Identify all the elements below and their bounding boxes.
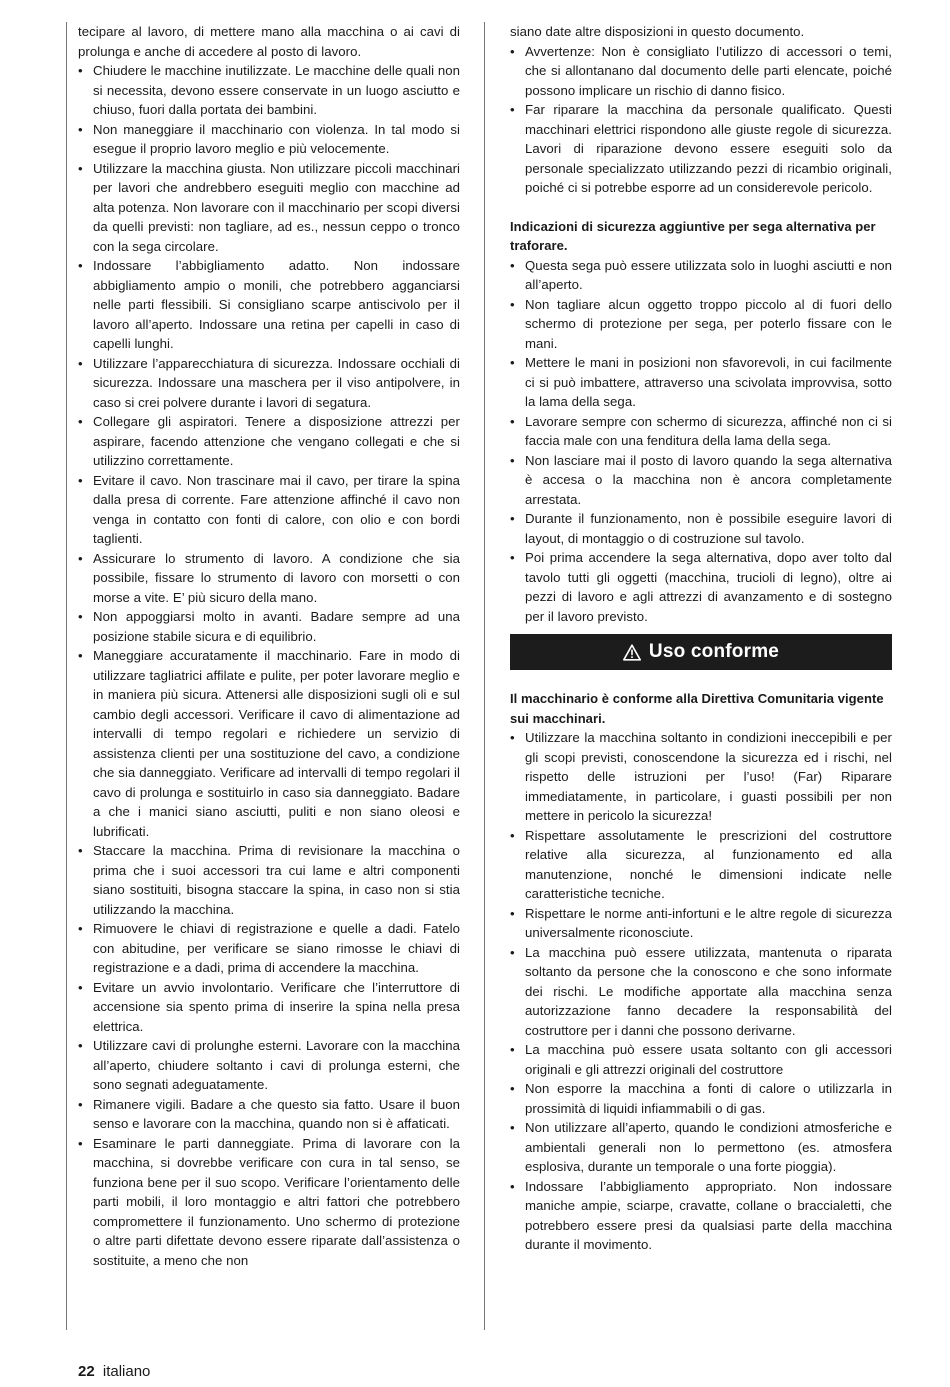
list-item: • Poi prima accendere la sega alternativa, dopo aver tolto dal tavolo tutti gli oggetti (macchina, trucioli di legno), oltre ai pezzi di lavoro e agli attrezzi di avanzamento e di sostegno per il lavoro previsto. (510, 548, 892, 626)
list-item: • Non esporre la macchina a fonti di calore o utilizzarla in prossimità di liquidi infiammabili o di gas. (510, 1079, 892, 1118)
list-item: • Non maneggiare il macchinario con violenza. In tal modo si esegue il proprio lavoro meglio e più velocemente. (78, 120, 460, 159)
list-item: • Rispettare le norme anti-infortuni e le altre regole di sicurezza universalmente riconosciute. (510, 904, 892, 943)
list-item: • Non utilizzare all’aperto, quando le condizioni atmosferiche e ambientali generali non lo permettono (es. atmosfera esplosiva, durante un temporale o una forte pioggia). (510, 1118, 892, 1177)
conformity-list (510, 728, 892, 1255)
list-item: • Indossare l’abbigliamento appropriato. Non indossare maniche ampie, sciarpe, cravatte, collane o braccialetti, che potrebbero essere presi da qualsiasi parte della macchina durante il movimento. (510, 1177, 892, 1255)
page-footer (78, 1363, 150, 1381)
list-item: • Evitare il cavo. Non trascinare mai il cavo, per tirare la spina dalla presa di corrente. Fare attenzione affinché il cavo non venga in contatto con fonti di calore, con olio e con bordi taglienti. (78, 471, 460, 549)
list-item: • Maneggiare accuratamente il macchinario. Fare in modo di utilizzare tagliatrici affilate e pulite, per poter lavorare meglio e in maniera più sicura. Attenersi alle disposizioni sugli oli e sul cambio degli accessori. Verificare il cavo di alimentazione ad intervalli di tempo regolari e richiedere un servizio di assistenza clienti per una sostituzione del cavo, a condizione che sia danneggiato. Verificare ad intervalli di tempo regolari il cavo di prolunga e sostituirlo in caso sia danneggiato. Badare a che i manici siano asciutti, puliti e non siano oleosi e lubrificati. (78, 646, 460, 841)
list-item: • Collegare gli aspiratori. Tenere a disposizione attrezzi per aspirare, facendo attenzione che vengano collegati e che si utilizzino correttamente. (78, 412, 460, 471)
list-item: • Non appoggiarsi molto in avanti. Badare sempre ad una posizione stabile sicura e di equilibrio. (78, 607, 460, 646)
safety-list (78, 61, 460, 1270)
list-item: • Utilizzare la macchina giusta. Non utilizzare piccoli macchinari per lavori che andrebbero eseguiti meglio con macchine ad alta potenza. Non lavorare con il macchinario per scopi diversi da quelli previsti: non tagliare, ad es., nessun ceppo o tronco con la sega circolare. (78, 159, 460, 257)
page-number: 22 (78, 1363, 95, 1380)
list-item: • Avvertenze: Non è consigliato l’utilizzo di accessori o temi, che si allontanano dal documento delle parti elencate, poiché possono implicare un rischio di danno fisico. (510, 42, 892, 101)
continued-paragraph: siano date altre disposizioni in questo documento. (510, 24, 805, 39)
right-column (510, 22, 892, 1255)
list-item: • Utilizzare l’apparecchiatura di sicurezza. Indossare occhiali di sicurezza. Indossare una maschera per il viso antipolvere, in caso si crei polvere durante i lavori di segatura. (78, 354, 460, 413)
list-item: • Chiudere le macchine inutilizzate. Le macchine delle quali non si necessita, devono essere conservate in un luogo asciutto e chiuso, fuori dalla portata dei bambini. (78, 61, 460, 120)
list-item: • La macchina può essere usata soltanto con gli accessori originali e gli attrezzi originali del costruttore (510, 1040, 892, 1079)
safety-list-continued (510, 42, 892, 198)
saw-safety-list (510, 256, 892, 627)
list-item: • Rispettare assolutamente le prescrizioni del costruttore relative alla sicurezza, al funzionamento ed alla manutenzione, nonché le dimensioni indicate nelle caratteristiche tecniche. (510, 826, 892, 904)
saw-safety-heading: Indicazioni di sicurezza aggiuntive per sega alternativa per traforare. (510, 218, 876, 253)
list-item: • Esaminare le parti danneggiate. Prima di lavorare con la macchina, si dovrebbe verificare con cura in tal senso, se funziona bene per il suo scopo. Verificare l’orientamento delle parti mobili, il loro montaggio e altri fattori che potrebbero compromettere il funzionamento. Uno schermo di protezione o altre parti difettate devono essere riparate dall’assistenza o sostituite, a meno che non (78, 1134, 460, 1271)
list-item: • Non tagliare alcun oggetto troppo piccolo al di fuori dello schermo di protezione per sega, per poterlo fissare con le mani. (510, 295, 892, 354)
list-item: • Assicurare lo strumento di lavoro. A condizione che sia possibile, fissare lo strumento di lavoro con morsetti o con morse a vite. E’ più sicuro della mano. (78, 549, 460, 608)
list-item: • La macchina può essere utilizzata, mantenuta o riparata soltanto da persone che la conoscono e che sono informate dei rischi. Le modifiche apportate alla macchina senza autorizzazione fanno decadere la responsabilità del costruttore per i danni che possono derivarne. (510, 943, 892, 1041)
list-item: • Indossare l’abbigliamento adatto. Non indossare abbigliamento ampio o monili, che potrebbero agganciarsi nelle parti flessibili. Si consigliano scarpe antiscivolo per il lavoro all’aperto. Indossare una retina per capelli in caso di capelli lunghi. (78, 256, 460, 354)
list-item: • Non lasciare mai il posto di lavoro quando la sega alternativa è accesa o la macchina non è ancora completamente arrestata. (510, 451, 892, 510)
list-item: • Lavorare sempre con schermo di sicurezza, affinché non ci si faccia male con una fenditura della lama della sega. (510, 412, 892, 451)
left-margin-rule (66, 22, 67, 1330)
list-item: • Utilizzare cavi di prolunghe esterni. Lavorare con la macchina all’aperto, chiudere soltanto i cavi di prolunga esterni, che sono segnati adeguatamente. (78, 1036, 460, 1095)
section-title: Uso conforme (648, 641, 780, 663)
section-header-uso-conforme (510, 634, 892, 670)
list-item: • Questa sega può essere utilizzata solo in luoghi asciutti e non all’aperto. (510, 256, 892, 295)
list-item: • Rimuovere le chiavi di registrazione e quelle a dadi. Fatelo con abitudine, per verificare se siano rimosse le chiavi di registrazione e a dadi, prima di accendere la macchina. (78, 919, 460, 978)
list-item: • Staccare la macchina. Prima di revisionare la macchina o prima che i suoi accessori tra cui lame e altri componenti siano sostituiti, bisogna staccare la spina, in caso non si stia utilizzando la macchina. (78, 841, 460, 919)
list-item: • Durante il funzionamento, non è possibile eseguire lavori di layout, di montaggio o di costruzione sul tavolo. (510, 509, 892, 548)
list-item: • Mettere le mani in posizioni non sfavorevoli, in cui facilmente ci si può imbattere, attraverso una scivolata improvvisa, sotto la lama della sega. (510, 353, 892, 412)
footer-language: italiano (102, 1363, 151, 1380)
continued-paragraph: tecipare al lavoro, di mettere mano alla macchina o ai cavi di prolunga e anche di accedere al posto di lavoro. (78, 24, 460, 59)
list-item: • Far riparare la macchina da personale qualificato. Questi macchinari elettrici rispondono alle giuste regole di sicurezza. Lavori di riparazione devono essere eseguiti solo da personale specializzato utilizzando pezzi di ricambio originali, poiché ci si potrebbe esporre ad un considerevole pericolo. (510, 100, 892, 198)
column-divider-rule (484, 22, 485, 1330)
conformity-heading: Il macchinario è conforme alla Direttiva Comunitaria vigente sui macchinari. (510, 691, 884, 726)
list-item: • Evitare un avvio involontario. Verificare che l’interruttore di accensione sia spento prima di inserire la spina nella presa elettrica. (78, 978, 460, 1037)
warning-triangle-icon (623, 644, 641, 661)
list-item: • Rimanere vigili. Badare a che questo sia fatto. Usare il buon senso e lavorare con la macchina, quando non si è affaticati. (78, 1095, 460, 1134)
left-column (78, 22, 460, 1270)
list-item: • Utilizzare la macchina soltanto in condizioni ineccepibili e per gli scopi previsti, conoscendone la sicurezza ed i rischi, nel rispetto delle istruzioni per l’uso! (Far) Riparare immediatamente, in particolare, i guasti possibili per non mettere in pericolo la sicurezza! (510, 728, 892, 826)
